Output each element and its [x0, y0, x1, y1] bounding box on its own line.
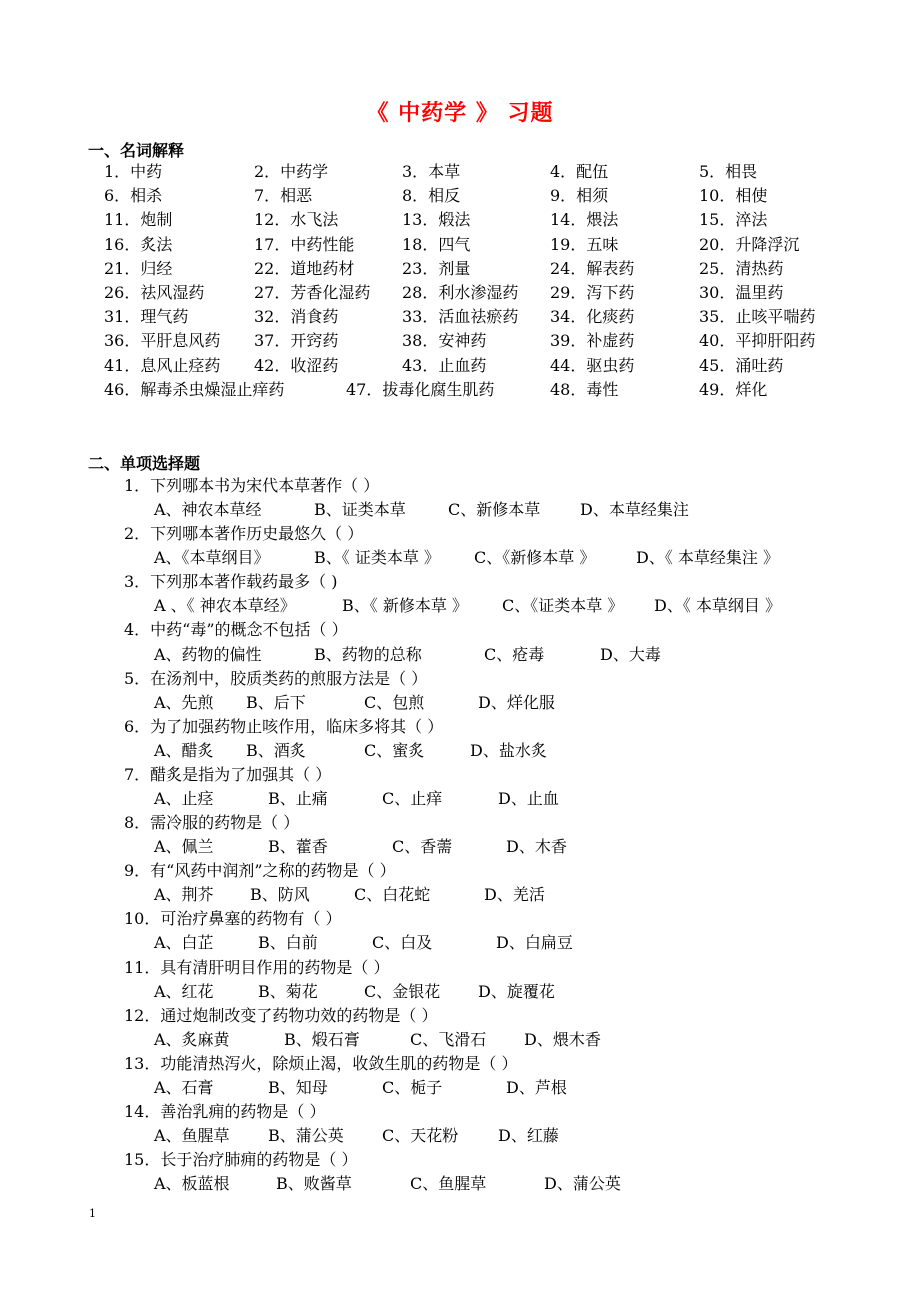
option-a: A、荆芥: [154, 885, 214, 904]
question-text: 6．为了加强药物止咳作用，临床多将其（ ）: [124, 717, 444, 736]
question-options: [154, 931, 854, 955]
option-d: D、蒲公英: [544, 1174, 621, 1193]
option-b: B、药物的总称: [314, 645, 422, 664]
terms-row: [104, 160, 844, 184]
option-a: A、石膏: [154, 1078, 214, 1097]
term-item: 39．补虚药: [550, 331, 635, 351]
option-a: A、佩兰: [154, 837, 214, 856]
section-heading-terms: 一、名词解释: [88, 141, 185, 160]
option-a: A、醋炙: [154, 741, 214, 760]
term-item: 20．升降浮沉: [699, 234, 800, 254]
option-d: D、《 本草经集注 》: [636, 548, 780, 567]
option-b: B、煅石膏: [284, 1030, 360, 1049]
option-c: C、飞滑石: [410, 1030, 487, 1049]
option-b: B、《 新修本草 》: [342, 596, 468, 615]
term-item: 11．炮制: [104, 210, 173, 230]
question-text: 2．下列哪本著作历史最悠久（ ）: [124, 524, 364, 543]
term-item: 46．解毒杀虫燥湿止痒药: [104, 379, 285, 399]
option-a: A、《本草纲目》: [154, 548, 270, 567]
option-c: C、白花蛇: [354, 885, 431, 904]
term-item: 37．开窍药: [254, 331, 339, 351]
term-item: 29．泻下药: [550, 282, 635, 302]
terms-grid: [104, 160, 844, 402]
term-item: 17．中药性能: [254, 234, 355, 254]
option-b: B、证类本草: [314, 500, 406, 519]
option-d: D、烊化服: [478, 693, 555, 712]
option-c: C、蜜炙: [364, 741, 425, 760]
option-a: A、先煎: [154, 693, 214, 712]
option-a: A、药物的偏性: [154, 645, 262, 664]
option-c: C、鱼腥草: [410, 1174, 487, 1193]
question-text: 4．中药“毒”的概念不包括（ ）: [124, 620, 348, 639]
option-b: B、防风: [250, 885, 310, 904]
term-item: 18．四气: [402, 234, 471, 254]
question-text: 8．需冷服的药物是（ ）: [124, 813, 300, 832]
option-a: A、鱼腥草: [154, 1126, 230, 1145]
option-d: D、白扁豆: [496, 933, 573, 952]
term-item: 16．炙法: [104, 234, 173, 254]
option-c: C、包煎: [364, 693, 425, 712]
term-item: 3．本草: [402, 162, 461, 181]
term-item: 12．水飞法: [254, 210, 339, 230]
term-item: 9．相须: [550, 186, 609, 206]
option-c: C、香薷: [392, 837, 453, 856]
question-text: 5．在汤剂中，胶质类药的煎服方法是（ ）: [124, 669, 428, 688]
option-c: C、疮毒: [484, 645, 545, 664]
term-item: 48．毒性: [550, 379, 619, 399]
question-options: [154, 883, 854, 907]
option-c: C、《新修本草 》: [474, 548, 596, 567]
term-item: 43．止血药: [402, 355, 487, 375]
option-b: B、藿香: [268, 837, 328, 856]
term-item: 8．相反: [402, 186, 461, 206]
question-options: [154, 980, 854, 1004]
option-d: D、止血: [498, 789, 559, 808]
page-number: 1: [89, 1207, 96, 1220]
option-a: A、板蓝根: [154, 1174, 230, 1193]
term-item: 1．中药: [104, 162, 163, 181]
terms-row: [104, 208, 844, 232]
question-options: [154, 594, 854, 618]
option-a: A、止痉: [154, 789, 214, 808]
term-item: 14．煨法: [550, 210, 619, 230]
option-d: D、本草经集注: [580, 500, 689, 519]
term-item: 22．道地药材: [254, 258, 355, 278]
terms-row: [104, 184, 844, 208]
term-item: 38．安神药: [402, 331, 487, 351]
question-text: 14．善治乳痈的药物是（ ）: [124, 1102, 326, 1121]
terms-row: [104, 281, 844, 305]
option-b: B、蒲公英: [268, 1126, 344, 1145]
option-b: B、败酱草: [276, 1174, 352, 1193]
term-item: 26．祛风湿药: [104, 282, 205, 302]
term-item: 21．归经: [104, 258, 173, 278]
option-d: D、芦根: [506, 1078, 567, 1097]
option-d: D、红藤: [498, 1126, 559, 1145]
term-item: 41．息风止痉药: [104, 355, 221, 375]
term-item: 13．煅法: [402, 210, 471, 230]
option-b: B、后下: [246, 693, 306, 712]
terms-row: [104, 354, 844, 378]
option-c: C、栀子: [382, 1078, 443, 1097]
option-c: C、白及: [372, 933, 433, 952]
terms-row: [104, 257, 844, 281]
page-title: 《 中药学 》 习题: [366, 101, 554, 126]
terms-row: [104, 378, 844, 402]
question-text: 15．长于治疗肺痈的药物是（ ）: [124, 1150, 358, 1169]
option-d: D、《 本草纲目 》: [654, 596, 782, 615]
question-options: [154, 739, 854, 763]
option-d: D、旋覆花: [478, 982, 555, 1001]
question-text: 12．通过炮制改变了药物功效的药物是（ ）: [124, 1006, 438, 1025]
term-item: 6．相杀: [104, 186, 163, 206]
term-item: 45．涌吐药: [699, 355, 784, 375]
question-options: [154, 835, 854, 859]
term-item: 25．清热药: [699, 258, 784, 278]
terms-row: [104, 233, 844, 257]
option-c: C、《证类本草 》: [502, 596, 624, 615]
option-d: D、盐水炙: [470, 741, 547, 760]
terms-row: [104, 329, 844, 353]
term-item: 47．拔毒化腐生肌药: [346, 379, 495, 399]
option-a: A、神农本草经: [154, 500, 262, 519]
question-options: [154, 691, 854, 715]
option-b: B、知母: [268, 1078, 328, 1097]
term-item: 36．平肝息风药: [104, 331, 221, 351]
question-text: 1．下列哪本书为宋代本草著作（ ）: [124, 476, 380, 495]
term-item: 30．温里药: [699, 282, 784, 302]
option-d: D、羌活: [484, 885, 545, 904]
option-a: A 、《 神农本草经》: [154, 596, 296, 615]
term-item: 32．消食药: [254, 307, 339, 327]
term-item: 4．配伍: [550, 162, 609, 181]
question-options: [154, 546, 854, 570]
terms-row: [104, 305, 844, 329]
term-item: 5．相畏: [699, 162, 758, 181]
option-d: D、大毒: [600, 645, 661, 664]
term-item: 42．收涩药: [254, 355, 339, 375]
option-c: C、新修本草: [448, 500, 541, 519]
term-item: 35．止咳平喘药: [699, 307, 816, 327]
option-d: D、煨木香: [524, 1030, 601, 1049]
term-item: 24．解表药: [550, 258, 635, 278]
term-item: 2．中药学: [254, 162, 329, 181]
term-item: 34．化痰药: [550, 307, 635, 327]
question-text: 13．功能清热泻火，除烦止渴，收敛生肌的药物是（ ）: [124, 1054, 518, 1073]
term-item: 40．平抑肝阳药: [699, 331, 816, 351]
option-b: B、止痛: [268, 789, 328, 808]
option-c: C、金银花: [364, 982, 441, 1001]
option-b: B、《 证类本草 》: [314, 548, 440, 567]
term-item: 49．烊化: [699, 379, 768, 399]
question-options: [154, 1124, 854, 1148]
question-text: 7．醋炙是指为了加强其（ ）: [124, 765, 332, 784]
question-text: 11．具有清肝明目作用的药物是（ ）: [124, 958, 390, 977]
question-text: 10．可治疗鼻塞的药物有（ ）: [124, 909, 342, 928]
term-item: 19．五味: [550, 234, 619, 254]
question-options: [154, 1028, 854, 1052]
option-a: A、白芷: [154, 933, 214, 952]
option-d: D、木香: [506, 837, 567, 856]
term-item: 44．驱虫药: [550, 355, 635, 375]
term-item: 7．相恶: [254, 186, 313, 206]
question-options: [154, 1172, 854, 1196]
option-b: B、白前: [258, 933, 318, 952]
question-options: [154, 787, 854, 811]
question-text: 9．有“风药中润剂”之称的药物是（ ）: [124, 861, 396, 880]
term-item: 27．芳香化湿药: [254, 282, 371, 302]
option-b: B、酒炙: [246, 741, 306, 760]
option-a: A、炙麻黄: [154, 1030, 230, 1049]
question-options: [154, 498, 854, 522]
term-item: 31．理气药: [104, 307, 189, 327]
term-item: 33．活血祛瘀药: [402, 307, 519, 327]
term-item: 28．利水渗湿药: [402, 282, 519, 302]
question-text: 3．下列那本著作载药最多（ ): [124, 572, 338, 591]
question-options: [154, 1076, 854, 1100]
section-heading-choice: 二、单项选择题: [88, 454, 201, 473]
option-b: B、菊花: [258, 982, 318, 1001]
term-item: 10．相使: [699, 186, 768, 206]
term-item: 15．淬法: [699, 210, 768, 230]
option-a: A、红花: [154, 982, 214, 1001]
option-c: C、天花粉: [382, 1126, 459, 1145]
question-options: [154, 643, 854, 667]
term-item: 23．剂量: [402, 258, 471, 278]
option-c: C、止痒: [382, 789, 443, 808]
